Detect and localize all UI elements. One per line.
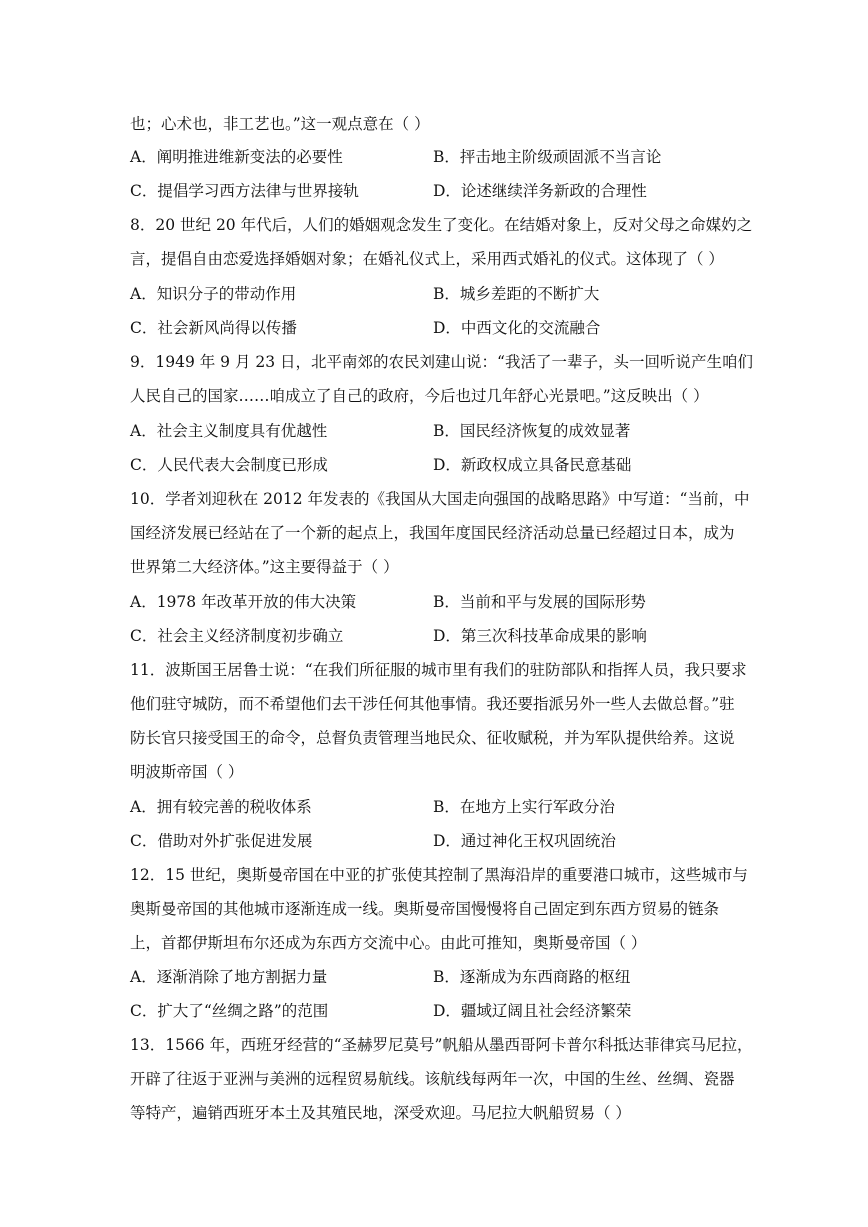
question-11-line-4: 明波斯帝国（ ） (130, 763, 244, 781)
question-12-line-2: 奥斯曼帝国的其他城市逐渐连成一线。奥斯曼帝国慢慢将自己固定到东西方贸易的链条 (130, 900, 720, 918)
option-12-a: A．逐渐消除了地方割据力量 (130, 968, 328, 986)
option-9-d: D．新政权成立具备民意基础 (433, 456, 632, 474)
option-11-c: C．借助对外扩张促进发展 (130, 832, 313, 850)
option-7-c: C．提倡学习西方法律与世界接轨 (130, 182, 359, 200)
question-12-line-1: 12．15 世纪，奥斯曼帝国在中亚的扩张使其控制了黑海沿岸的重要港口城市，这些城市与 (130, 866, 748, 884)
option-8-c: C．社会新风尚得以传播 (130, 319, 297, 337)
option-10-a: A．1978 年改革开放的伟大决策 (130, 593, 357, 611)
option-7-b: B．抨击地主阶级顽固派不当言论 (433, 148, 662, 166)
question-11-line-1: 11．波斯国王居鲁士说：“在我们所征服的城市里有我们的驻防部队和指挥人员，我只要求 (130, 661, 747, 679)
question-8-line-2: 言，提倡自由恋爱选择婚姻对象；在婚礼仪式上，采用西式婚礼的仪式。这体现了（ ） (130, 250, 724, 268)
question-13-line-3: 等特产，遍销西班牙本土及其殖民地，深受欢迎。马尼拉大帆船贸易（ ） (130, 1104, 631, 1122)
option-12-d: D．疆域辽阔且社会经济繁荣 (433, 1002, 632, 1020)
option-8-d: D．中西文化的交流融合 (433, 319, 601, 337)
question-10-line-1: 10．学者刘迎秋在 2012 年发表的《我国从大国走向强国的战略思路》中写道：“当前，中 (130, 490, 750, 508)
question-11-line-3: 防长官只接受国王的命令，总督负责管理当地民众、征收赋税，并为军队提供给养。这说 (130, 729, 735, 747)
question-9-line-2: 人民自己的国家……咱成立了自己的政府，今后也过几年舒心光景吧。”这反映出（ ） (130, 387, 709, 405)
option-10-c: C．社会主义经济制度初步确立 (130, 627, 344, 645)
question-13-line-2: 开辟了往返于亚洲与美洲的远程贸易航线。该航线每两年一次，中国的生丝、丝绸、瓷器 (130, 1070, 735, 1088)
question-12-line-3: 上，首都伊斯坦布尔还成为东西方交流中心。由此可推知，奥斯曼帝国（ ） (130, 934, 647, 952)
option-9-a: A．社会主义制度具有优越性 (130, 422, 328, 440)
option-11-b: B．在地方上实行军政分治 (433, 798, 615, 816)
option-7-a: A．阐明推进维新变法的必要性 (130, 148, 343, 166)
option-10-d: D．第三次科技革命成果的影响 (433, 627, 647, 645)
option-10-b: B．当前和平与发展的国际形势 (433, 593, 646, 611)
question-11-line-2: 他们驻守城防，而不希望他们去干涉任何其他事情。我还要指派另外一些人去做总督。”驻 (130, 695, 735, 713)
option-8-a: A．知识分子的带动作用 (130, 285, 297, 303)
question-13-line-1: 13．1566 年，西班牙经营的“圣赫罗尼莫号”帆船从墨西哥阿卡普尔科抵达菲律宾马尼拉， (130, 1036, 753, 1054)
question-8-line-1: 8．20 世纪 20 年代后，人们的婚姻观念发生了变化。在结婚对象上，反对父母之命媒妁之 (130, 216, 753, 234)
question-10-line-2: 国经济发展已经站在了一个新的起点上，我国年度国民经济活动总量已经超过日本，成为 (130, 524, 735, 542)
option-11-a: A．拥有较完善的税收体系 (130, 798, 312, 816)
option-8-b: B．城乡差距的不断扩大 (433, 285, 600, 303)
option-11-d: D．通过神化王权巩固统治 (433, 832, 616, 850)
question-10-line-3: 世界第二大经济体。”这主要得益于（ ） (130, 558, 399, 576)
option-9-b: B．国民经济恢复的成效显著 (433, 422, 631, 440)
question-9-line-1: 9．1949 年 9 月 23 日，北平南郊的农民刘建山说：“我活了一辈子，头一回听说产生咱们 (130, 353, 753, 371)
option-12-c: C．扩大了“丝绸之路”的范围 (130, 1002, 329, 1020)
question-7-tail-line: 也；心术也，非工艺也。”这一观点意在（ ） (130, 115, 430, 133)
option-12-b: B．逐渐成为东西商路的枢纽 (433, 968, 631, 986)
option-9-c: C．人民代表大会制度已形成 (130, 456, 328, 474)
option-7-d: D．论述继续洋务新政的合理性 (433, 182, 647, 200)
